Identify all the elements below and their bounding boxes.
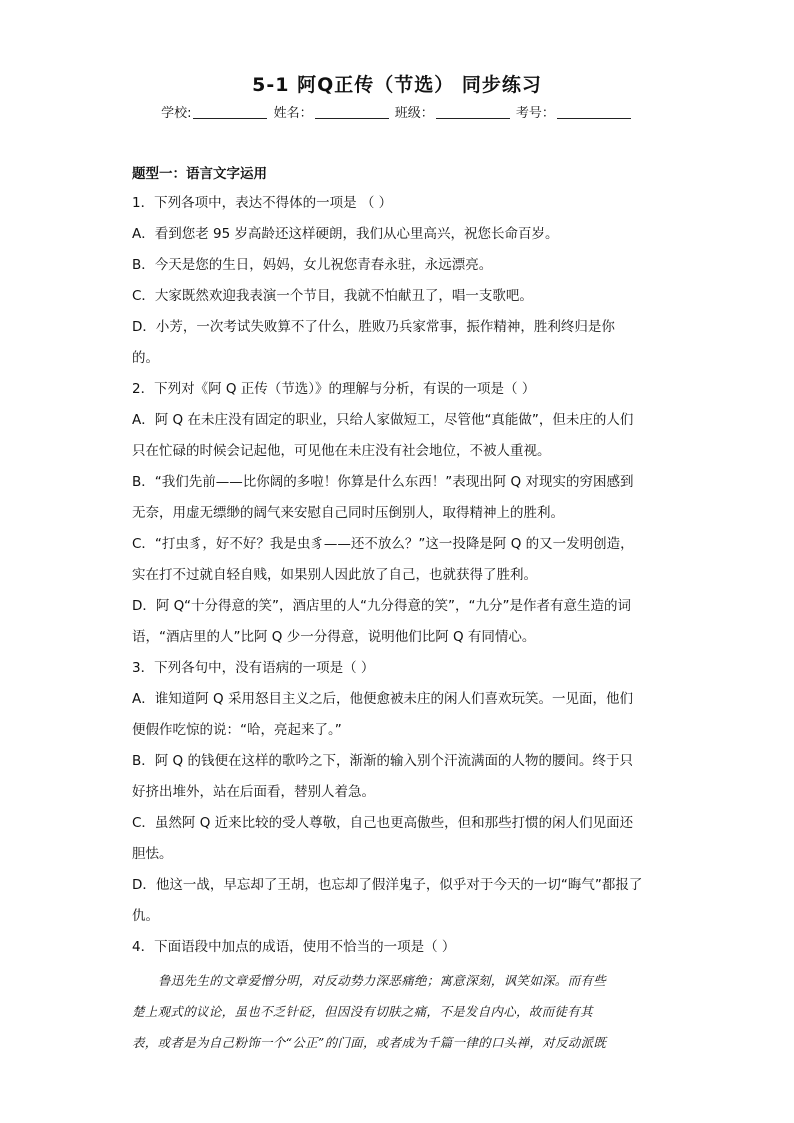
question-line: D．阿 Q“十分得意的笑”，酒店里的人“九分得意的笑”，“九分”是作者有意生造的词 <box>132 598 631 614</box>
question-line: D．他这一战，早忘却了王胡，也忘却了假洋鬼子，似乎对于今天的一切“晦气”都报了 <box>132 877 643 893</box>
question-content <box>132 163 662 1058</box>
question-line: 实在打不过就自轻自贱，如果别人因此放了自己，也就获得了胜利。 <box>132 567 537 583</box>
page-title: 5-1 阿Q正传（节选） 同步练习 <box>252 74 542 96</box>
class-label: 班级： <box>394 106 434 121</box>
question-line: A．看到您老 95 岁高龄还这样硬朗，我们从心里高兴，祝您长命百岁。 <box>132 226 559 242</box>
name-blank[interactable] <box>315 106 389 119</box>
question-line: A．谁知道阿 Q 采用怒目主义之后，他便愈被未庄的闲人们喜欢玩笑。一见面，他们 <box>132 691 633 707</box>
question-line: C．大家既然欢迎我表演一个节目，我就不怕献丑了，唱一支歌吧。 <box>132 288 533 304</box>
question-line: 只在忙碌的时候会记起他，可见他在未庄没有社会地位，不被人重视。 <box>132 443 551 459</box>
question-line: D．小芳，一次考试失败算不了什么，胜败乃兵家常事，振作精神，胜利终归是你 <box>132 319 615 335</box>
school-label: 学校: <box>161 106 192 121</box>
question-line: B．“我们先前——比你阔的多啦！你算是什么东西！”表现出阿 Q 对现实的穷困感到 <box>132 474 634 490</box>
question-line: B．阿 Q 的钱便在这样的歌吟之下，渐渐的输入别个汗流满面的人物的腰间。终于只 <box>132 753 633 769</box>
question-line: 4．下面语段中加点的成语，使用不恰当的一项是（ ） <box>132 939 456 955</box>
question-line: C．“打虫豸，好不好？我是虫豸——还不放么？”这一投降是阿 Q 的又一发明创造， <box>132 536 634 552</box>
question-line: 胆怯。 <box>132 846 173 862</box>
student-info-row <box>0 102 794 121</box>
question-lines <box>132 188 662 963</box>
class-blank[interactable] <box>436 106 510 119</box>
question-line: 好挤出堆外，站在后面看，替别人着急。 <box>132 784 375 800</box>
question-line: 仇。 <box>132 908 159 924</box>
school-blank[interactable] <box>193 106 267 119</box>
passage-line: 表，或者是为自己粉饰一个“公正”的门面，或者成为千篇一律的口头禅，对反动派既 <box>132 1035 607 1050</box>
question-line: 无奈，用虚无缥缈的阔气来安慰自己同时压倒别人，取得精神上的胜利。 <box>132 505 564 521</box>
exam-no-blank[interactable] <box>557 106 631 119</box>
question-line: C．虽然阿 Q 近来比较的受人尊敬，自己也更高傲些，但和那些打惯的闲人们见面还 <box>132 815 634 831</box>
question-line: 的。 <box>132 350 159 366</box>
passage-line: 楚上观式的议论，虽也不乏针砭，但因没有切肤之痛，不是发自内心，故而徒有其 <box>132 1004 593 1019</box>
passage-line: 鲁迅先生的文章爱憎分明，对反动势力深恶痛绝；寓意深刻，讽笑如深。而有些 <box>158 973 607 988</box>
question-line: 便假作吃惊的说：“哈，亮起来了。” <box>132 722 342 738</box>
question-line: 语，“酒店里的人”比阿 Q 少一分得意，说明他们比阿 Q 有同情心。 <box>132 629 536 645</box>
reading-passage <box>132 965 662 1058</box>
exam-no-label: 考号： <box>515 106 555 121</box>
name-label: 姓名： <box>273 106 313 121</box>
question-line: 2．下列对《阿 Q 正传（节选）》的理解与分析，有误的一项是（ ） <box>132 381 536 397</box>
question-line: 3．下列各句中，没有语病的一项是（ ） <box>132 660 375 676</box>
question-line: B．今天是您的生日，妈妈，女儿祝您青春永驻，永远漂亮。 <box>132 257 493 273</box>
question-line: A．阿 Q 在未庄没有固定的职业，只给人家做短工，尽管他“真能做”，但未庄的人们 <box>132 412 634 428</box>
section-title: 题型一：语言文字运用 <box>132 166 267 182</box>
question-line: 1．下列各项中，表达不得体的一项是 （ ） <box>132 195 393 211</box>
